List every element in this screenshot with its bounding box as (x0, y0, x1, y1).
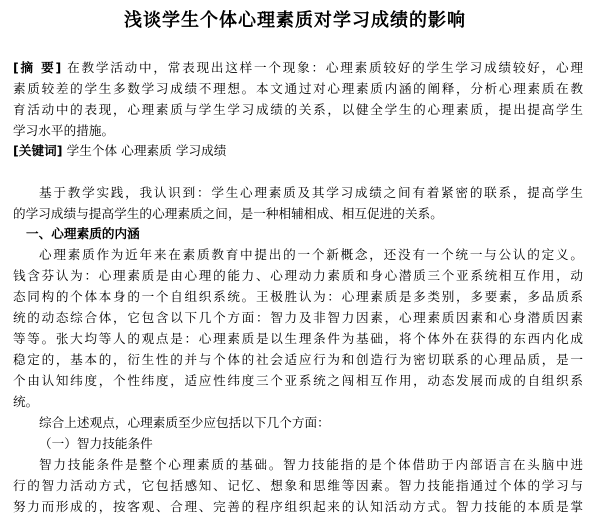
body-line-15: 行的智力活动方式，它包括感知、记忆、想象和思维等因素。智力技能指通过个体的学习与 (13, 478, 583, 493)
document-title: 浅谈学生个体心理素质对学习成绩的影响 (124, 10, 466, 31)
body-line-6: 态同构的个体本身的一个自组织系统。王极胜认为：心理素质是多类别，多要素，多品质系 (13, 289, 583, 304)
abstract-line-2: 素质较差的学生多数学习成绩不理想。本文通过对心理素质内涵的阐释，分析心理素质在教 (13, 81, 583, 96)
body-line-2: 的学习成绩与提高学生的心理素质之间，是一种相辅相成、相互促进的关系。 (13, 206, 443, 221)
abstract-line-4: 学习水平的措施。 (13, 123, 115, 138)
body-line-9: 稳定的，基本的，衍生性的并与个体的社会适应行为和创造行为密切联系的心理品质，是一 (13, 352, 583, 367)
keywords-line (13, 141, 583, 161)
body-line-10: 个由认知纬度，个性纬度，适应性纬度三个亚系统之闯相互作用，动态发展而成的自组织系 (13, 373, 583, 388)
section-heading-1: 一、心理素质的内涵 (26, 226, 140, 241)
body-line-11: 统。 (13, 394, 39, 409)
body-line-1: 基于教学实践，我认识到：学生心理素质及其学习成绩之间有着紧密的联系，提高学生 (39, 185, 583, 200)
body-line-16: 努力而形成的，按客观、合理、完善的程序组织起来的认知活动方式。智力技能的本质是掌 (13, 499, 583, 514)
keywords-text: 学生个体 心理素质 学习成绩 (66, 143, 227, 158)
subsection-heading-1: （一）智力技能条件 (39, 436, 153, 451)
abstract-line-1 (13, 58, 583, 78)
body-line-14: 智力技能条件是整个心理素质的基础。智力技能指的是个体借助于内部语言在头脑中进 (39, 457, 583, 472)
body-line-12: 综合上述观点，心理素质至少应包括以下几个方面： (39, 415, 330, 430)
body-line-7: 统的动态综合体，它包含以下几个方面：智力及非智力因素，心理素质因素和心身潜质因素 (13, 310, 583, 325)
keywords-label: [关键词] (13, 143, 63, 158)
abstract-line-3: 育活动中的表现，心理素质与学生学习成绩的关系，以健全学生的心理素质，提出提高学生 (13, 102, 583, 117)
body-line-8: 等等。张大均等人的观点是：心理素质是以生理条件为基础，将个体外在获得的东西内化成 (13, 331, 583, 346)
abstract-label: [摘 要] (13, 60, 62, 75)
abstract-text-1: 在教学活动中，常表现出这样一个现象：心理素质较好的学生学习成绩较好，心理 (67, 60, 583, 75)
body-line-4: 心理素质作为近年来在素质教育中提出的一个新概念，还没有一个统一与公认的定义。 (39, 247, 583, 262)
body-line-5: 钱含芬认为：心理素质是由心理的能力、心理动力素质和身心潜质三个亚系统相互作用，动 (13, 268, 583, 283)
